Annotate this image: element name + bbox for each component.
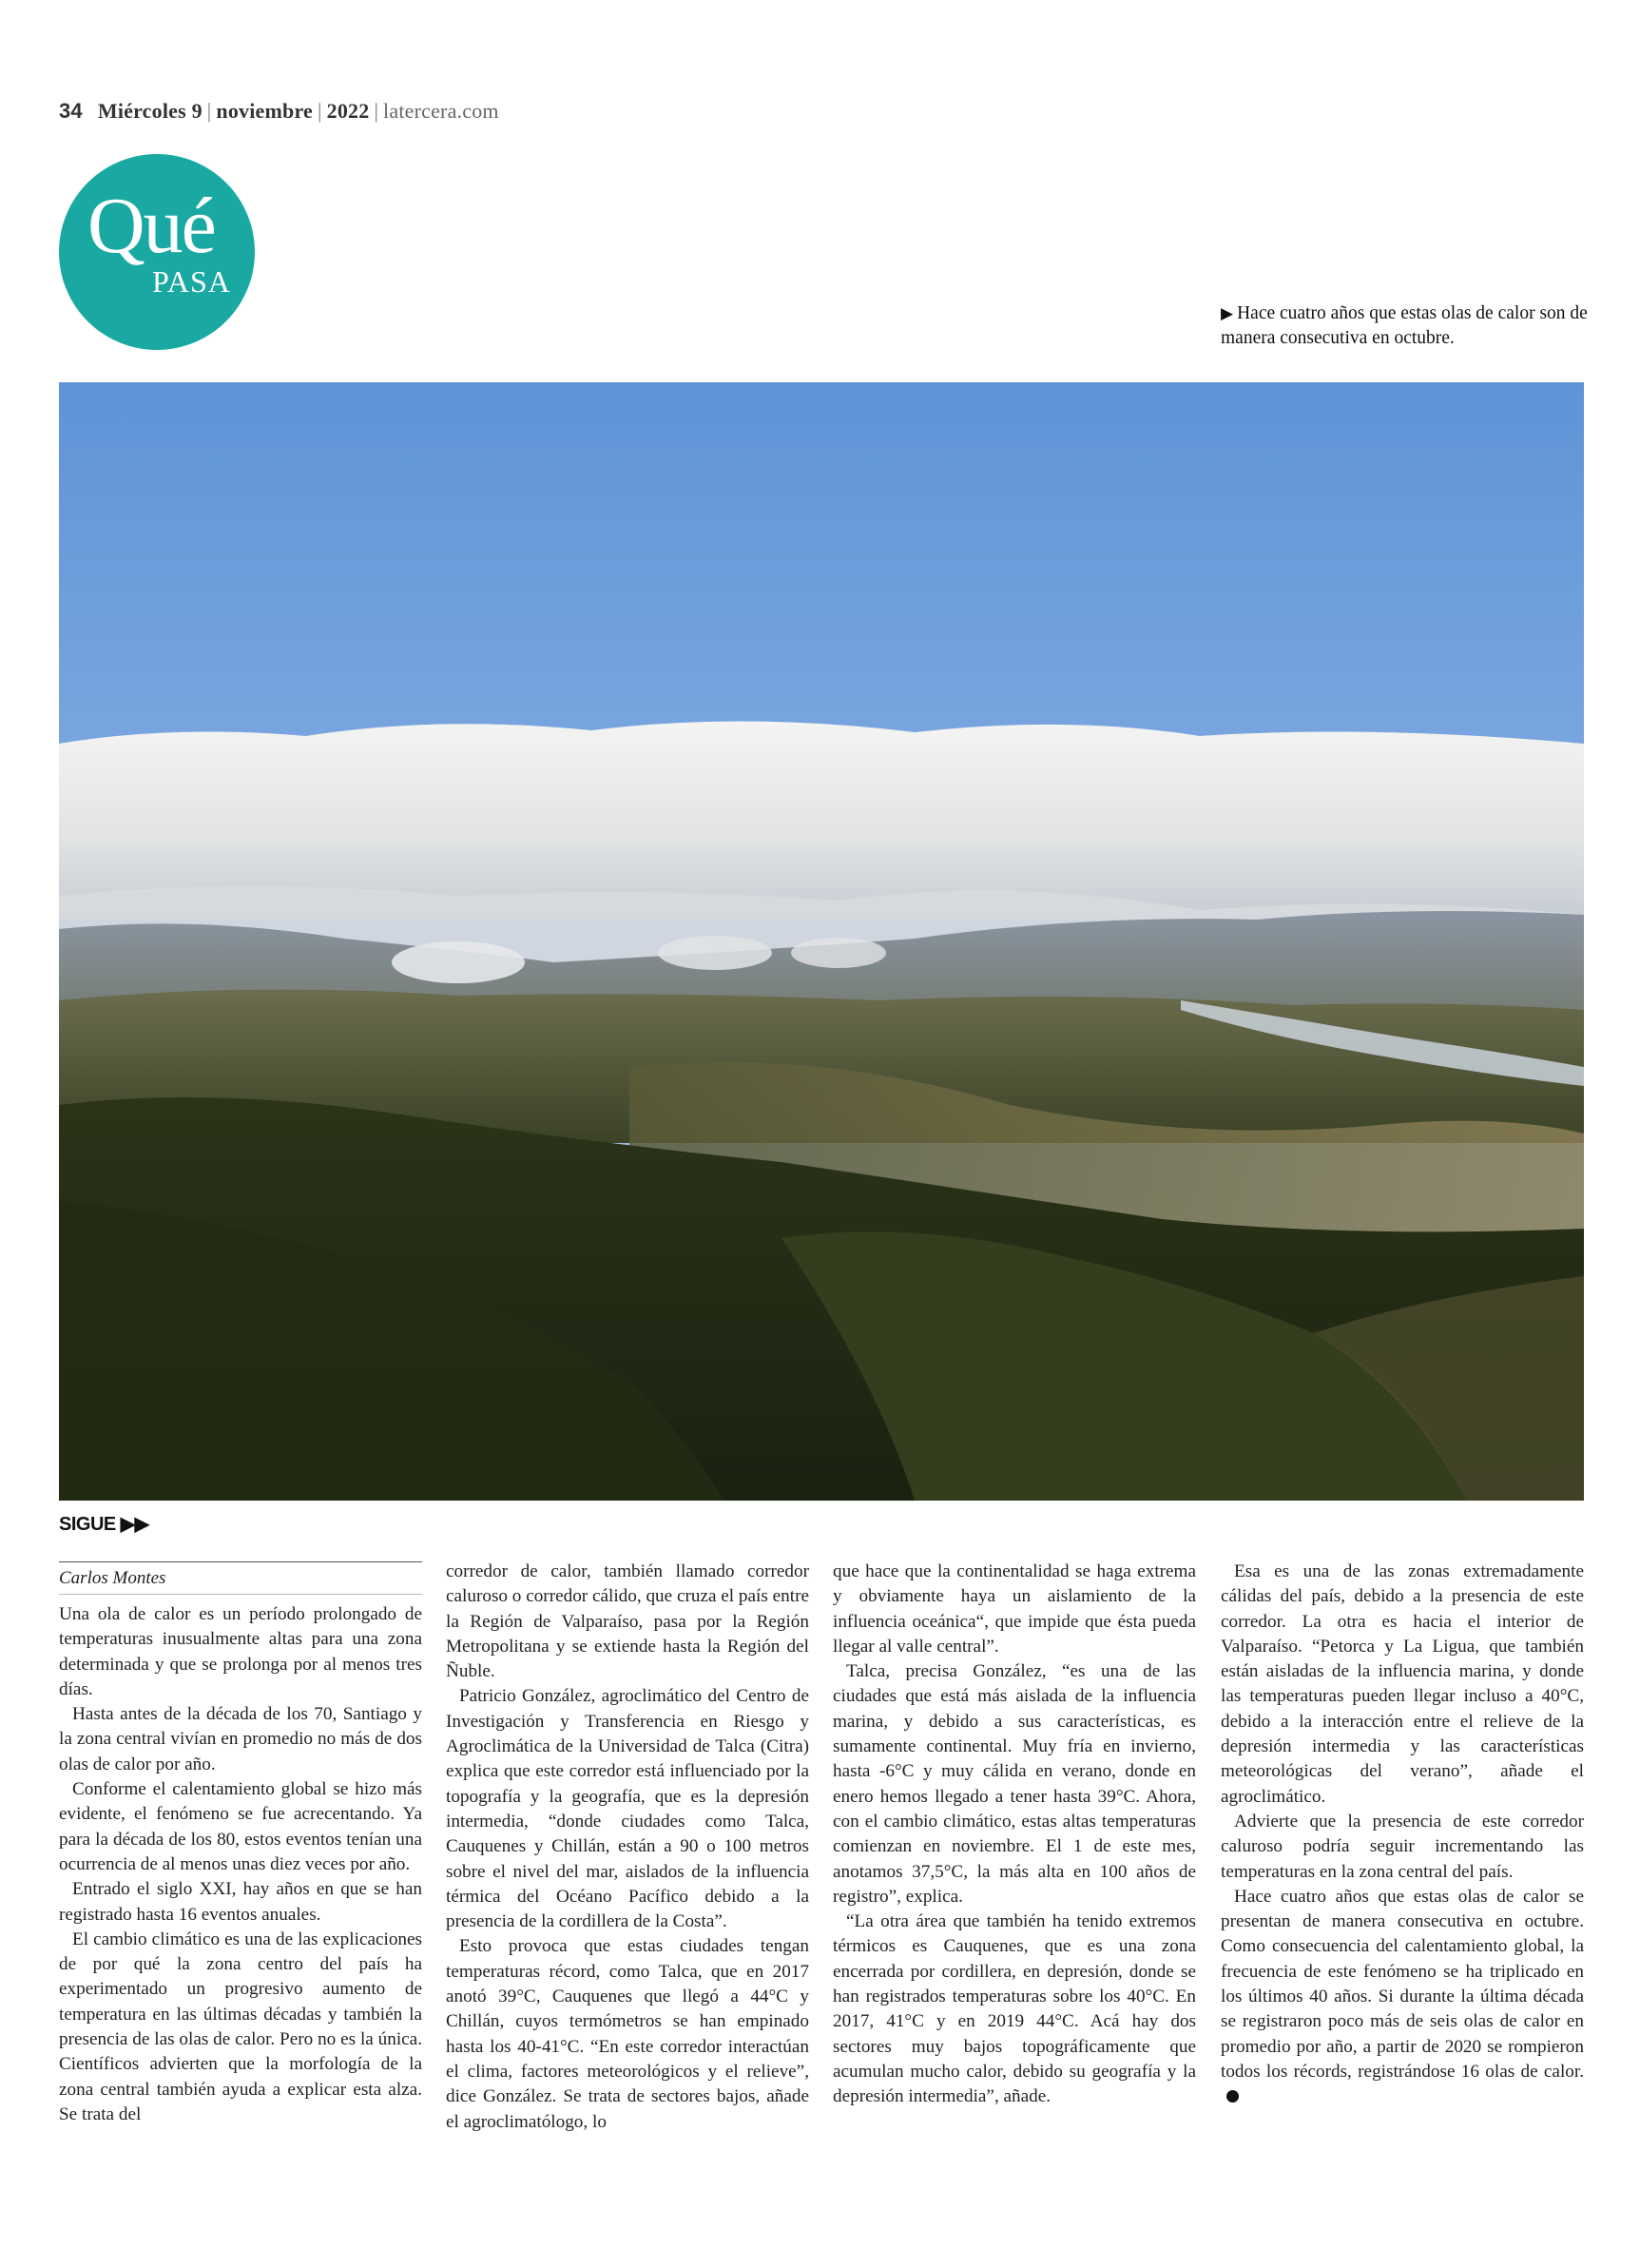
header-separator: | [318, 99, 322, 123]
continues-marker: SIGUE ▶▶ [59, 1514, 149, 1535]
paragraph: Esto provoca que estas ciudades tengan temperaturas récord, como Talca, que en 2017 anotó 39°C, Cauquenes que llegó a 44°C y Chillán, cuyos termómetros se han empinado hasta los 40-41°C. “En este corredor interactúan el clima, factores meteorológicos y el relieve”, dice González. Se trata de sectores bajos, añade el agroclimatólogo, lo [446, 1936, 809, 2132]
section-logo [59, 154, 255, 350]
header-site: latercera.com [383, 99, 499, 123]
paragraph-text: Hace cuatro años que estas olas de calor se presentan de manera consecutiva en octubre. Como consecuencia del calentamiento global, la frecuencia de este fenómeno se ha triplicado en los últimos 40 años. Si durante la última década se registraron poco más de seis olas de calor en promedio por año, a partir de 2020 se rompieron todos los récords, registrándose 16 olas de calor. [1221, 1886, 1584, 2082]
paragraph: Esa es una de las zonas extremadamente cálidas del país, debido a la presencia de este corredor. La otra es hacia el interior de Valparaíso. “Petorca y La Ligua, que también están aisladas de la influencia marina, y donde las temperaturas pueden llegar incluso a 40°C, debido a la interacción entre el relieve de la depresión intermedia y las características meteorológicas del verano”, añade el agroclimático. [1221, 1561, 1584, 1807]
paragraph: Advierte que la presencia de este corredor caluroso podría seguir incrementando las temperaturas en la zona central del país. [1221, 1811, 1584, 1882]
paragraph: Hasta antes de la década de los 70, Santiago y la zona central vivían en promedio no más de dos olas de calor por año. [59, 1704, 422, 1774]
logo-sub: PASA [152, 264, 231, 299]
paragraph: Entrado el siglo XXI, hay años en que se han registrado hasta 16 eventos anuales. [59, 1879, 422, 1925]
paragraph: corredor de calor, también llamado corredor caluroso o corredor cálido, que cruza el país entre la Región de Valparaíso, pasa por la Región Metropolitana y se extiende hasta la Región del Ñuble. [446, 1561, 809, 1682]
paragraph: El cambio climático es una de las explicaciones de por qué la zona centro del país ha experimentado un progresivo aumento de temperatura en las últimas décadas y también la presencia de las olas de calor. Pero no es la única. Científicos advierten que la morfología de la zona central también ayuda a explicar esta alza. Se trata del [59, 1929, 422, 2124]
paragraph: Una ola de calor es un período prolongado de temperaturas inusualmente altas para una zona determinada y que se prolonga por al menos tres días. [59, 1604, 422, 1699]
page-header [59, 99, 499, 124]
caption-arrow-icon: ▶ [1221, 304, 1234, 322]
logo-word: Qué [87, 182, 215, 270]
header-month: noviembre [216, 99, 314, 123]
end-of-article-icon [1226, 2090, 1239, 2103]
photo-caption [1221, 301, 1592, 351]
paragraph: Conforme el calentamiento global se hizo más evidente, el fenómeno se fue acrecentando. Ya para la década de los 80, estos eventos tenían una ocurrencia de al menos unas diez veces por año. [59, 1779, 422, 1874]
header-day: Miércoles 9 [97, 99, 203, 123]
article-column-2 [446, 1560, 809, 2135]
article-column-3 [833, 1560, 1196, 2110]
paragraph: Talca, precisa González, “es una de las ciudades que está más aislada de la influencia marina, y debido a sus características, es sumamente continental. Muy fría en invierno, hasta -6°C y muy cálida en verano, donde en enero hemos llegado a tener hasta 39°C. Ahora, con el cambio climático, estas altas temperaturas comienzan en noviembre. El 1 de este mes, anotamos 37,5°C, la más alta en 100 años de registro”, explica. [833, 1661, 1196, 1907]
paragraph [1221, 1885, 1584, 2110]
caption-text: Hace cuatro años que estas olas de calor son de manera consecutiva en octubre. [1221, 303, 1588, 348]
header-separator: | [206, 99, 212, 123]
paragraph: que hace que la continentalidad se haga extrema y obviamente haya un aislamiento de la influencia oceánica“, que impide que ésta pueda llegar al valle central”. [833, 1561, 1196, 1657]
paragraph: “La otra área que también ha tenido extremos térmicos es Cauquenes, que es una zona encerrada por cordillera, en depresión, donde se han registrados temperaturas sobre los 40°C. En 2017, 41°C y en 2019 44°C. Acá hay dos sectores muy bajos topográficamente que acumulan mucho calor, debido su geografía y la depresión intermedia”, añade. [833, 1911, 1196, 2107]
page-number: 34 [59, 99, 83, 123]
article-column-1 [59, 1561, 422, 2127]
paragraph: Patricio González, agroclimático del Centro de Investigación y Transferencia en Riesgo y Agroclimática de la Universidad de Talca (Citra) explica que este corredor está influenciado por la topografía y la geografía, que es la depresión intermedia, “donde ciudades como Talca, Cauquenes y Chillán, están a 90 o 100 metros sobre el nivel del mar, aislados de la influencia térmica del Océano Pacífico debido a la presencia de la cordillera de la Costa”. [446, 1686, 809, 1932]
article-column-4 [1221, 1560, 1584, 2110]
header-year: 2022 [326, 99, 370, 123]
byline: Carlos Montes [59, 1561, 422, 1595]
aerial-photo [59, 382, 1584, 1501]
header-separator: | [374, 99, 379, 123]
